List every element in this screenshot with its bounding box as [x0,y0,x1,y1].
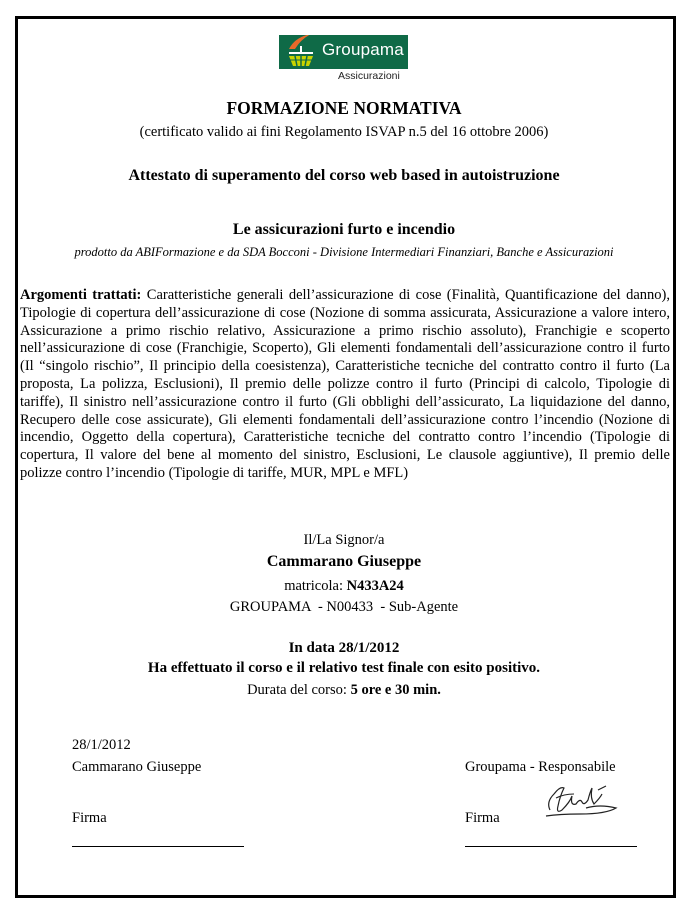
duration-label: Durata del corso: [247,682,351,698]
document-title: FORMAZIONE NORMATIVA [226,98,462,118]
signature-right-name: Groupama - Responsabile [465,759,616,775]
course-producer: prodotto da ABIFormazione e da SDA Bocconi - Divisione Intermediari Finanziari, Banche e Assicurazioni [74,245,614,259]
handwritten-signature-icon [540,780,622,822]
recipient-matricola [15,578,673,595]
attestation-heading: Attestato di superamento del corso web based in autoistruzione [128,167,560,184]
matricola-value: N433A24 [346,578,404,594]
logo-subtitle: Assicurazioni [338,70,400,82]
completion-date: In data 28/1/2012 [288,640,400,656]
duration-value: 5 ore e 30 min. [350,682,441,698]
matricola-label: matricola: [284,578,347,594]
topics-paragraph [20,287,670,483]
course-duration [15,682,673,699]
recipient-role: GROUPAMA - N00433 - Sub-Agente [229,599,459,615]
course-name: Le assicurazioni furto e incendio [232,221,456,238]
signature-left-name: Cammarano Giuseppe [72,759,202,775]
recipient-name: Cammarano Giuseppe [266,553,422,570]
signature-right-line [465,846,637,847]
signature-left-line [72,846,244,847]
completion-outcome: Ha effettuato il corso e il relativo test finale con esito positivo. [147,660,541,676]
logo-brand-text: Groupama [322,40,404,59]
signature-right-label: Firma [465,810,500,826]
document-subtitle: (certificato valido ai fini Regolamento ISVAP n.5 del 16 ottobre 2006) [139,124,549,140]
groupama-logo [279,35,408,69]
signature-date: 28/1/2012 [72,737,131,753]
topics-label: Argomenti trattati: [20,287,142,303]
topics-text: Caratteristiche generali dell’assicurazione di cose (Finalità, Quantificazione del danno), Tipologie di copertura dell’assicurazione di cose (Nozione di somma assicurata, Assicurazione a valore intero, Assicurazione a primo rischio relativo, Assicurazione a primo rischio assoluto), Franchigie e scoperto nell’assicurazione di cose (Franchigie, Scoperto), Gli elementi fondamentali dell’assicurazione contro il furto (Il “singolo rischio”, Il principio della coesistenza), Caratteristiche tecniche del contratto contro il furto (La proposta, La polizza, Esclusioni), Il premio delle polizze contro il furto (Principi di calcolo, Tipologie di tariffe), Il sinistro nell’assicurazione contro il furto (Gli obblighi dell’assicurato, La liquidazione del danno, Recupero delle cose assicurate), Gli elementi fondamentali dell’assicurazione contro l’incendio (Nozione di incendio, Oggetto della copertura), Caratteristiche tecniche del contratto contro l’incendio (Tipologie di copertura, Il valore del bene al momento del sinistro, Esclusioni, Le clausole aggiuntive), Il premio delle polizze contro l’incendio (Tipologie di tariffe, MUR, MPL e MFL) [20,287,671,481]
logo-emblem-icon [281,35,321,69]
recipient-salutation: Il/La Signor/a [303,532,385,548]
signature-left-label: Firma [72,810,107,826]
